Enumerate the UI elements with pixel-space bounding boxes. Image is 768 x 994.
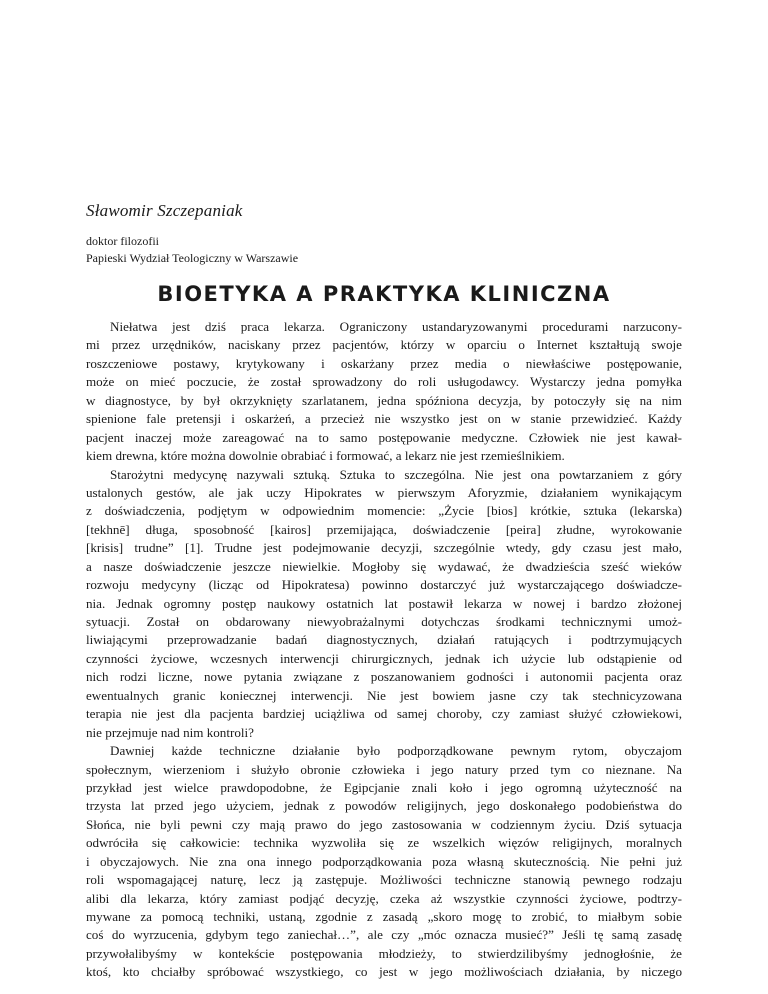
body-line: ustalonych gestów, ale jak uczy Hipokrates w pierwszym Aforyzmie, działaniem wynikającym — [86, 484, 682, 500]
body-line: kiem drewna, które można dowolnie obrabiać i formować, a lekarz nie jest rzemieślnikiem. — [86, 448, 565, 464]
body-line: mywane za pomocą techniki, ustaną, zgodnie z zasadą „skoro mogę to zrobić, to miałbym sobie — [86, 909, 682, 924]
body-line: roli wspomagającej naturę, lecz ją zastępuje. Możliwości techniczne stanowią pewnego rodzaju — [86, 872, 682, 888]
body-line: a nasze doświadczenie jeszcze niewielkie. Mogłoby się wydawać, że dwadzieścia sześć wieków — [86, 558, 682, 574]
body-line: przykład jest wielce prawdopodobne, że Egipcjanie znali koło i jego ogromną użyteczność na — [86, 779, 682, 795]
body-line: odwróciła się całkowicie: technika wyzwoliła się ze wszelkich więzów religijnych, moralnych — [86, 835, 682, 851]
body-line: ktoś, kto chciałby spróbować wszystkiego, co jest w jego możliwościach działania, by niczego — [86, 964, 682, 980]
body-line: z doświadczenia, podjętym w odpowiednim momencie: „Życie [bios] krótkie, sztuka (lekarska) — [86, 503, 682, 519]
body-line: nie przejmuje nad nim kontroli? — [86, 724, 254, 740]
body-line: alibi dla lekarza, który zamiast podjąć decyzję, czeka aż wszystkie czynności życiowe, podtrzy- — [86, 890, 682, 906]
body-line: czynności życiowe, wczesnych interwencji chirurgicznych, jednak ich użycie lub odstąpienie od — [86, 650, 682, 666]
author-affiliation — [86, 233, 298, 267]
body-line: Starożytni medycynę nazywali sztuką. Sztuka to szczególna. Nie jest ona powtarzaniem z góry — [110, 466, 682, 482]
body-line: nich rodzi liczne, nowe pytania związane z poszanowaniem godności i autonomii pacjenta oraz — [86, 669, 682, 685]
body-line: trzysta lat przed jego użyciem, jednak z powodów religijnych, jego doskonałego podobieństwa do — [86, 798, 682, 814]
body-line: pacjent inaczej może zareagować na to samo postępowanie medyczne. Człowiek nie jest kawał- — [86, 429, 682, 445]
body-line: w diagnostyce, by był okrzyknięty szarlatanem, jedna spóźniona decyzja, by potoczyły się na nim — [86, 392, 682, 408]
body-line: ewentualnych granic koniecznej interwencji. Nie jest bowiem jasne czy tak stechnicyzowana — [86, 687, 682, 703]
affiliation-institution: Papieski Wydział Teologiczny w Warszawie — [86, 251, 299, 265]
body-line: terapia nie jest dla pacjenta bardziej uciążliwa od samej choroby, czy zamiast służyć człowiekowi, — [86, 706, 682, 722]
body-line: roszczeniowe postawy, krytykowany i oskarżany przez media o niewłaściwe postępowanie, — [86, 355, 682, 371]
body-line: spienione fale pretensji i oskarżeń, a przecież nie wszystko jest on w stanie przewidzieć. Każdy — [86, 411, 682, 427]
body-line: Niełatwa jest dziś praca lekarza. Ograniczony ustandaryzowanymi procedurami narzucony- — [110, 319, 682, 334]
article-title: BIOETYKA A PRAKTYKA KLINICZNA — [157, 282, 611, 306]
body-line: i obyczajowych. Nie zna ona innego podporządkowania poza własną skutecznością. Nie pełni już — [86, 853, 682, 869]
affiliation-degree: doktor filozofii — [86, 234, 159, 248]
body-line: mi przez urzędników, naciskany przez pacjentów, którzy w oparciu o Internet kształtują swoje — [86, 337, 682, 353]
body-line: może on mieć poczucie, że został sprowadzony do roli usługodawcy. Wystarczy jedna pomyłka — [86, 374, 682, 390]
body-line: [tekhnē] długa, sposobność [kairos] przemijająca, doświadczenie [peira] złudne, wyrokowanie — [86, 521, 682, 537]
body-line: liwiającymi przeprowadzanie badań diagnostycznych, działań ratujących i podtrzymujących — [86, 632, 682, 648]
body-line: nia. Jednak ogromny postęp naukowy ostatnich lat postawił lekarza w nowej i bardzo złożonej — [86, 595, 682, 611]
body-line: przywołalibyśmy w kontekście postępowania młodzieży, to stwierdzilibyśmy jednogłośnie, że — [86, 945, 682, 961]
body-line: społecznym, wierzeniom i służyło obronie człowieka i jego natury przed tym co nieznane. Na — [86, 761, 682, 777]
author-name: Sławomir Szczepaniak — [86, 201, 243, 220]
article-body — [86, 318, 682, 982]
body-line: Słońca, nie byli pewni czy mają prawo do jego zastosowania w codziennym życiu. Dziś sytuacja — [86, 816, 682, 832]
body-line: Dawniej każde techniczne działanie było podporządkowane pewnym rytom, obyczajom — [110, 743, 682, 759]
body-line: sytuacji. Został on obdarowany niewyobrażalnymi dotychczas środkami technicznymi umoż- — [86, 614, 682, 629]
body-line: coś do wyrzucenia, gdybym tego zaniechał…”, ale czy „móc oznacza musieć?” Jeśli tę samą zasadę — [86, 927, 682, 943]
body-line: rozwoju medycyny (licząc od Hipokratesa) powinno dostarczyć już wystarczającego doświadcze- — [86, 577, 682, 593]
body-line: [krisis] trudne” [1]. Trudne jest podejmowanie decyzji, szczególnie wtedy, gdy czasu jest mało, — [86, 540, 682, 556]
